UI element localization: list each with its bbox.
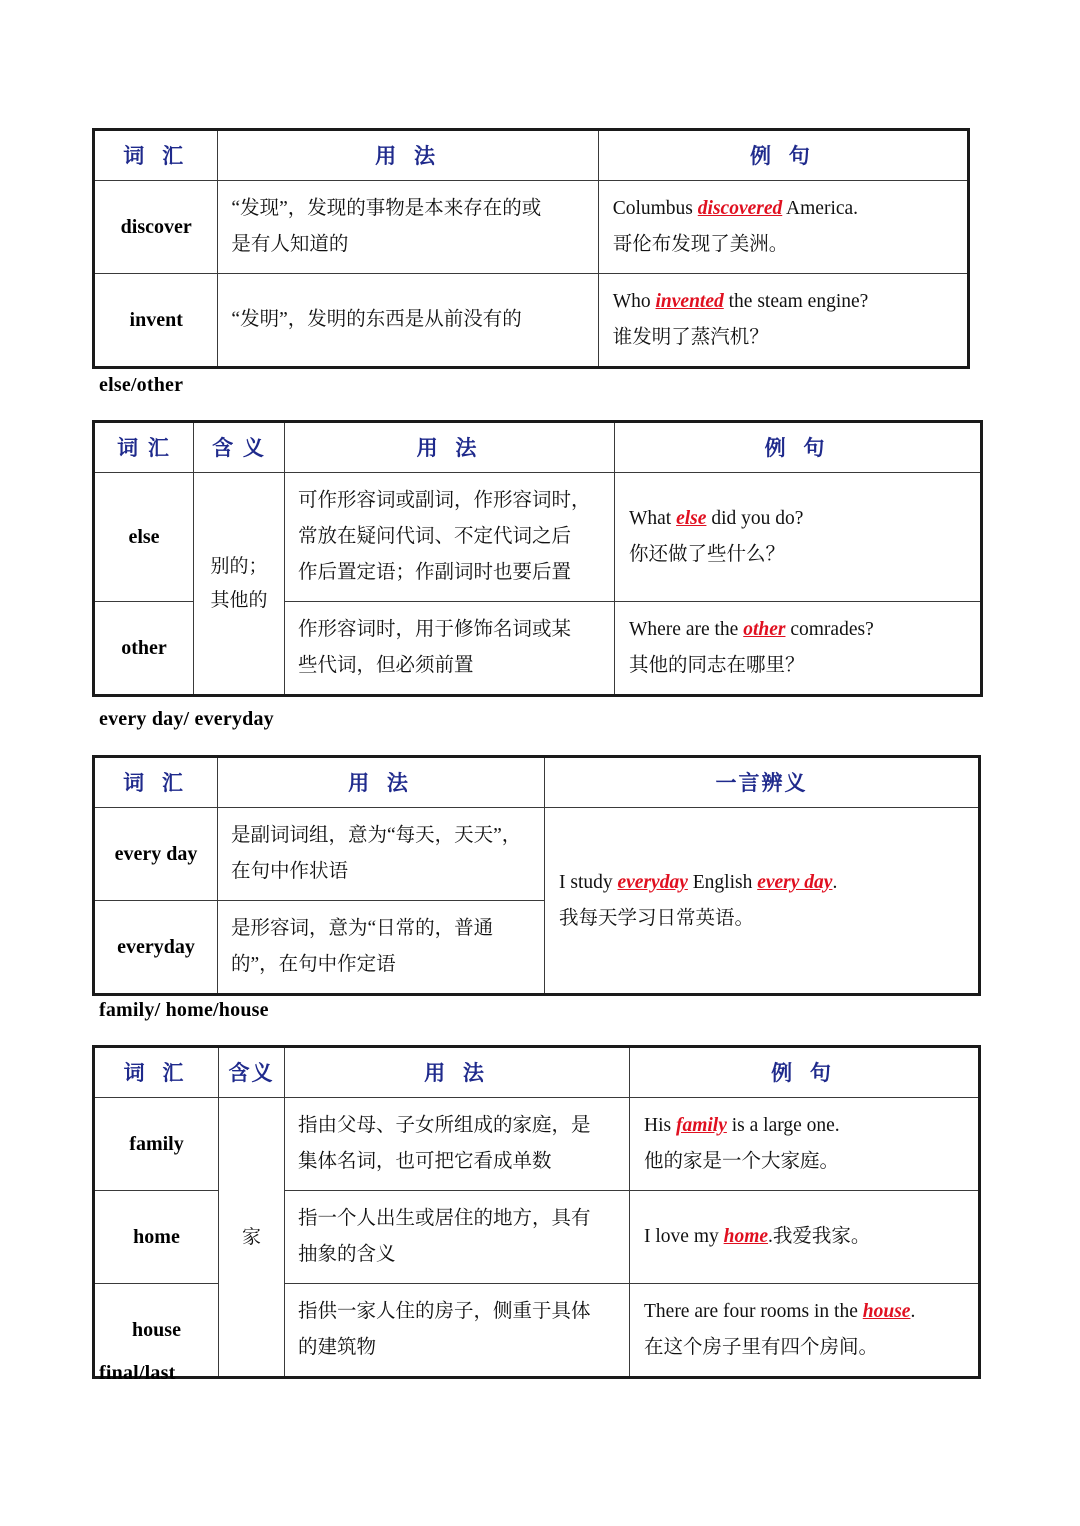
section-label-final-last: final/last bbox=[99, 1362, 176, 1384]
usage-line: 可作形容词或副词，作形容词时， bbox=[298, 490, 591, 511]
example-cell bbox=[615, 602, 982, 696]
word-cell: every day bbox=[94, 808, 218, 901]
usage-line: 些代词，但必须前置 bbox=[298, 655, 474, 677]
example-cn: 在这个房子里有四个房间。 bbox=[644, 1337, 879, 1359]
table-header-row bbox=[94, 422, 982, 473]
table-header-row bbox=[94, 757, 980, 808]
word-cell: everyday bbox=[94, 901, 218, 995]
section-label-every-day: every day/ everyday bbox=[99, 708, 274, 730]
word-cell: home bbox=[94, 1191, 219, 1284]
table-row bbox=[94, 473, 982, 602]
example-en bbox=[644, 1219, 968, 1255]
word-cell: invent bbox=[94, 274, 218, 368]
example-keyword: else bbox=[676, 508, 707, 530]
example-cn: 谁发明了蒸汽机？ bbox=[612, 327, 769, 349]
word-cell: else bbox=[94, 473, 194, 602]
usage-line: 作形容词时，用于修饰名词或某 bbox=[298, 619, 572, 641]
example-keyword: discovered bbox=[697, 198, 783, 219]
example-keyword-2: every day bbox=[757, 871, 833, 893]
column-header-word: 词 汇 bbox=[94, 422, 194, 473]
example-cn: 其他的同志在哪里？ bbox=[629, 655, 805, 677]
example-text-2: English bbox=[687, 871, 758, 893]
example-text-after: did you do? bbox=[706, 508, 804, 530]
example-text-before: I love my bbox=[644, 1226, 724, 1248]
word-cell: other bbox=[94, 602, 194, 696]
example-text-1: I study bbox=[559, 871, 618, 893]
table-discover-invent bbox=[92, 128, 970, 369]
word-cell: house bbox=[94, 1284, 219, 1378]
meaning-cell bbox=[219, 1098, 285, 1378]
column-header-word: 词 汇 bbox=[94, 757, 218, 808]
example-text-after: . bbox=[910, 1301, 916, 1323]
table-row bbox=[94, 181, 969, 274]
table-every-day-everyday bbox=[92, 755, 981, 996]
example-cn: 你还做了些什么？ bbox=[629, 544, 786, 566]
column-header-usage: 用 法 bbox=[218, 130, 598, 181]
meaning-line: 其他的 bbox=[210, 589, 268, 611]
usage-cell bbox=[285, 602, 615, 696]
meaning-line: 别的； bbox=[210, 556, 268, 578]
example-en bbox=[613, 284, 957, 320]
section-label-else-other: else/other bbox=[99, 374, 184, 396]
example-cn: 哥伦布发现了美洲。 bbox=[612, 234, 789, 256]
example-text-before: Columbus bbox=[612, 198, 698, 219]
example-text-3: . bbox=[832, 871, 838, 893]
example-text-after: comrades? bbox=[785, 619, 874, 641]
usage-line: 指供一家人住的房子，侧重于具体 bbox=[298, 1301, 591, 1323]
table-header-row bbox=[94, 1047, 980, 1098]
example-cell bbox=[598, 181, 968, 274]
usage-line: 常放在疑问代词、不定代词之后 bbox=[298, 526, 572, 548]
example-text-before: His bbox=[644, 1115, 676, 1136]
meaning-cell bbox=[194, 473, 285, 696]
table-else-other bbox=[92, 420, 983, 697]
example-cn: 他的家是一个大家庭。 bbox=[644, 1151, 840, 1173]
usage-line: 是有人知道的 bbox=[231, 234, 349, 256]
example-en bbox=[644, 1108, 968, 1144]
column-header-example: 例 句 bbox=[615, 422, 982, 473]
table-row bbox=[94, 808, 980, 901]
example-text-before: There are four rooms in the bbox=[644, 1301, 863, 1323]
example-cell bbox=[615, 473, 982, 602]
example-cell bbox=[630, 1191, 980, 1284]
usage-cell bbox=[285, 1098, 630, 1191]
example-keyword-1: everyday bbox=[617, 871, 688, 893]
merged-example-cell bbox=[545, 808, 980, 995]
usage-line: 指由父母、子女所组成的家庭，是 bbox=[298, 1115, 591, 1136]
usage-line: 是形容词，意为“日常的，普通 bbox=[231, 918, 494, 940]
usage-line: 集体名词，也可把它看成单数 bbox=[298, 1151, 552, 1173]
column-header-meaning: 含义 bbox=[219, 1047, 285, 1098]
table-header-row bbox=[94, 130, 969, 181]
column-header-word: 词 汇 bbox=[94, 1047, 219, 1098]
usage-cell bbox=[285, 1284, 630, 1378]
example-cell bbox=[598, 274, 968, 368]
usage-cell bbox=[218, 274, 598, 368]
example-cell bbox=[630, 1098, 980, 1191]
usage-cell bbox=[285, 1191, 630, 1284]
table-row bbox=[94, 274, 969, 368]
usage-cell bbox=[218, 808, 545, 901]
usage-line: 抽象的含义 bbox=[298, 1244, 396, 1266]
column-header-example: 例 句 bbox=[630, 1047, 980, 1098]
column-header-usage: 用 法 bbox=[285, 422, 615, 473]
column-header-usage: 用 法 bbox=[285, 1047, 630, 1098]
example-en bbox=[629, 501, 970, 537]
table-row bbox=[94, 1098, 980, 1191]
example-text-after: America. bbox=[782, 198, 859, 219]
usage-line: 的建筑物 bbox=[298, 1337, 377, 1359]
example-text-after: the steam engine? bbox=[723, 291, 869, 313]
column-header-distinction: 一言辨义 bbox=[545, 757, 980, 808]
example-en bbox=[644, 1294, 968, 1330]
word-cell: discover bbox=[94, 181, 218, 274]
example-text-before: What bbox=[629, 508, 677, 530]
column-header-example: 例 句 bbox=[598, 130, 968, 181]
example-en bbox=[559, 865, 968, 901]
usage-line: “发现”，发现的事物是本来存在的或 bbox=[231, 198, 542, 219]
column-header-meaning: 含 义 bbox=[194, 422, 285, 473]
example-en bbox=[629, 612, 970, 648]
usage-line: 是副词词组，意为“每天，天天”， bbox=[231, 825, 522, 846]
example-text-before: Where are the bbox=[629, 619, 744, 641]
column-header-word: 词 汇 bbox=[94, 130, 218, 181]
meaning-line: 家 bbox=[241, 1226, 261, 1248]
example-keyword: family bbox=[675, 1115, 727, 1136]
usage-cell bbox=[285, 473, 615, 602]
word-cell: family bbox=[94, 1098, 219, 1191]
example-keyword: house bbox=[862, 1301, 911, 1323]
example-keyword: home bbox=[723, 1226, 769, 1248]
example-keyword: other bbox=[743, 619, 786, 641]
usage-line: 的”，在句中作定语 bbox=[231, 954, 396, 976]
usage-line: “发明”，发明的东西是从前没有的 bbox=[231, 309, 522, 331]
usage-cell bbox=[218, 901, 545, 995]
usage-line: 在句中作状语 bbox=[231, 861, 349, 883]
usage-line: 作后置定语；作副词时也要后置 bbox=[298, 562, 572, 584]
example-keyword: invented bbox=[655, 291, 724, 313]
column-header-usage: 用 法 bbox=[218, 757, 545, 808]
example-text-after: .我爱我家。 bbox=[768, 1226, 871, 1248]
usage-line: 指一个人出生或居住的地方，具有 bbox=[298, 1208, 591, 1230]
table-family-home-house bbox=[92, 1045, 981, 1379]
section-label-family-home-house: family/ home/house bbox=[99, 999, 269, 1021]
example-en bbox=[613, 191, 957, 227]
example-text-after: is a large one. bbox=[726, 1115, 840, 1136]
example-cell bbox=[630, 1284, 980, 1378]
example-text-before: Who bbox=[612, 291, 656, 313]
example-cn: 我每天学习日常英语。 bbox=[559, 907, 755, 929]
usage-cell bbox=[218, 181, 598, 274]
